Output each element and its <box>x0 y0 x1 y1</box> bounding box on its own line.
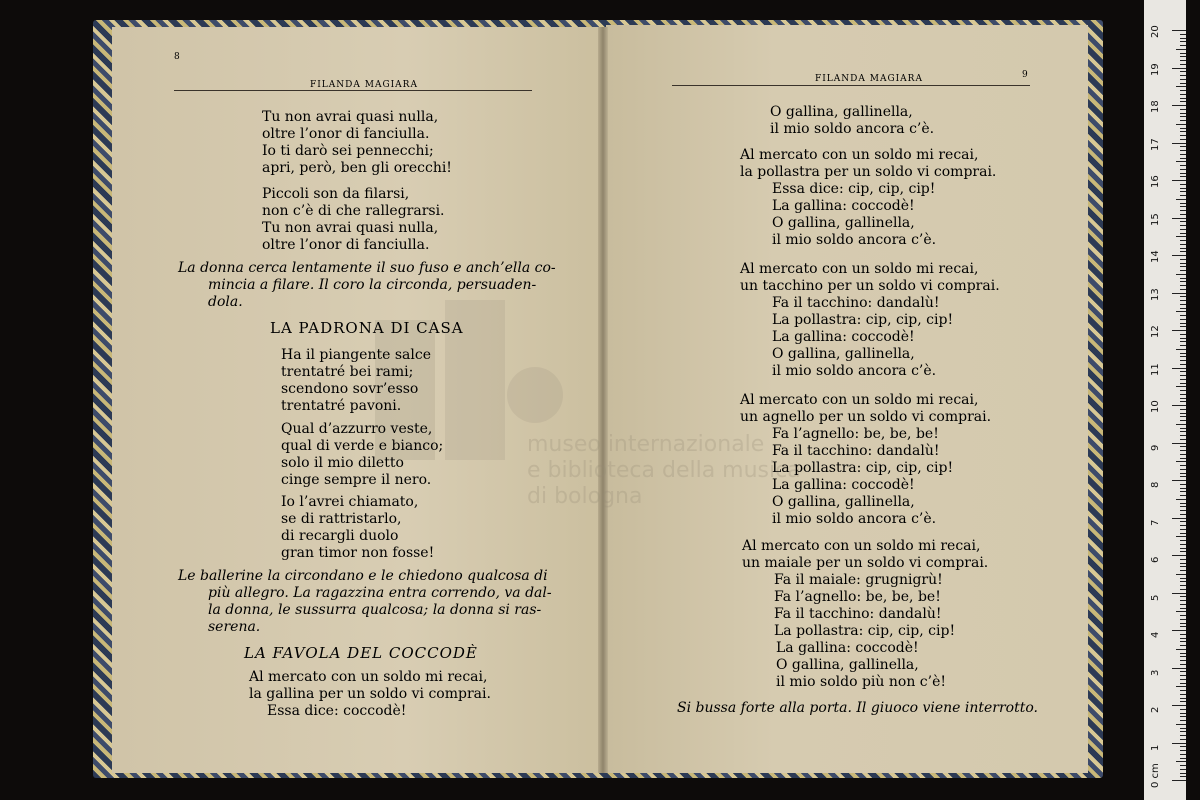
ruler-label: 3 <box>1150 669 1161 676</box>
ruler-label: 20 <box>1150 25 1161 38</box>
ruler-minor-tick <box>1180 596 1186 597</box>
ruler-minor-tick <box>1180 634 1186 635</box>
ruler-minor-tick <box>1180 540 1186 541</box>
ruler-minor-tick <box>1176 311 1186 312</box>
right-verse-line: un tacchino per un soldo vi comprai. <box>740 278 1000 294</box>
ruler-tick <box>1172 743 1186 744</box>
ruler-minor-tick <box>1180 638 1186 639</box>
ruler-minor-tick <box>1180 773 1186 774</box>
right-stage-direction-line: Si bussa forte alla porta. Il giuoco viene interrotto. <box>677 700 1038 716</box>
ruler-minor-tick <box>1180 158 1186 159</box>
ruler-minor-tick <box>1180 94 1186 95</box>
ruler-minor-tick <box>1180 653 1186 654</box>
right-verse-line: O gallina, gallinella, <box>776 657 919 673</box>
right-verse-line: un maiale per un soldo vi comprai. <box>742 555 989 571</box>
ruler-minor-tick <box>1180 514 1186 515</box>
right-verse-line: La pollastra: cip, cip, cip! <box>774 623 956 639</box>
ruler-minor-tick <box>1180 600 1186 601</box>
ruler-label: 16 <box>1150 175 1161 188</box>
ruler-minor-tick <box>1180 120 1186 121</box>
ruler-minor-tick <box>1180 431 1186 432</box>
ruler-label: 10 <box>1150 400 1161 413</box>
ruler-tick <box>1172 255 1186 256</box>
left-stage-direction-line: la donna, le sussurra qualcosa; la donna si ras- <box>208 602 542 618</box>
ruler-label: 0 cm <box>1150 763 1161 788</box>
ruler-minor-tick <box>1180 371 1186 372</box>
ruler-minor-tick <box>1180 750 1186 751</box>
ruler-minor-tick <box>1180 623 1186 624</box>
left-stage-direction-line: più allegro. La ragazzina entra correndo, va dal- <box>208 585 552 601</box>
ruler-minor-tick <box>1180 390 1186 391</box>
ruler-minor-tick <box>1180 559 1186 560</box>
ruler-minor-tick <box>1180 206 1186 207</box>
ruler-minor-tick <box>1180 776 1186 777</box>
ruler-minor-tick <box>1180 244 1186 245</box>
right-verse-line: La gallina: coccodè! <box>772 329 915 345</box>
ruler-minor-tick <box>1176 536 1186 537</box>
right-header-rule <box>672 85 1030 86</box>
ruler-minor-tick <box>1180 304 1186 305</box>
right-verse-line: La gallina: coccodè! <box>776 640 919 656</box>
ruler-minor-tick <box>1180 510 1186 511</box>
ruler-minor-tick <box>1180 641 1186 642</box>
ruler-minor-tick <box>1180 221 1186 222</box>
left-verse-line: trentatré bei rami; <box>281 364 414 380</box>
ruler-minor-tick <box>1180 60 1186 61</box>
ruler-minor-tick <box>1176 386 1186 387</box>
ruler-minor-tick <box>1180 608 1186 609</box>
ruler-minor-tick <box>1180 270 1186 271</box>
ruler-tick <box>1172 480 1186 481</box>
ruler-minor-tick <box>1180 229 1186 230</box>
left-verse-line: Io ti darò sei pennecchi; <box>262 143 434 159</box>
ruler-minor-tick <box>1180 690 1186 691</box>
right-verse-line: Fa il tacchino: dandalù! <box>772 295 940 311</box>
ruler-minor-tick <box>1180 323 1186 324</box>
ruler-minor-tick <box>1180 251 1186 252</box>
left-verse-line: apri, però, ben gli orecchi! <box>262 160 452 176</box>
right-verse-line: il mio soldo ancora c’è. <box>772 232 937 248</box>
left-verse-line: oltre l’onor di fanciulla. <box>262 237 430 253</box>
ruler-minor-tick <box>1180 281 1186 282</box>
ruler-tick <box>1172 593 1186 594</box>
left-verse-line: se di rattristarlo, <box>281 511 402 527</box>
ruler-minor-tick <box>1180 83 1186 84</box>
watermark-text <box>527 432 801 510</box>
ruler-minor-tick <box>1180 469 1186 470</box>
ruler-minor-tick <box>1180 675 1186 676</box>
ruler-minor-tick <box>1176 349 1186 350</box>
ruler-label: 17 <box>1150 137 1161 151</box>
ruler-label: 13 <box>1150 287 1161 301</box>
ruler-minor-tick <box>1180 210 1186 211</box>
ruler-minor-tick <box>1180 435 1186 436</box>
right-verse-line: Fa l’agnello: be, be, be! <box>772 426 939 442</box>
ruler-label: 19 <box>1150 62 1161 76</box>
right-verse-line: il mio soldo ancora c’è. <box>772 511 937 527</box>
left-verse-line: di recargli duolo <box>281 528 399 544</box>
ruler-tick <box>1172 68 1186 69</box>
right-verse-line: il mio soldo più non c’è! <box>776 674 946 690</box>
right-verse-line: Al mercato con un soldo mi recai, <box>740 392 979 408</box>
ruler-minor-tick <box>1180 356 1186 357</box>
ruler-minor-tick <box>1180 195 1186 196</box>
right-page-number: 9 <box>1022 70 1029 80</box>
ruler-minor-tick <box>1180 113 1186 114</box>
ruler-minor-tick <box>1176 724 1186 725</box>
ruler-tick <box>1172 180 1186 181</box>
ruler-minor-tick <box>1176 236 1186 237</box>
ruler-minor-tick <box>1180 225 1186 226</box>
ruler-tick <box>1172 555 1186 556</box>
ruler-minor-tick <box>1180 150 1186 151</box>
right-running-title: FILANDA MAGIARA <box>815 74 923 84</box>
ruler-minor-tick <box>1180 660 1186 661</box>
ruler-minor-tick <box>1180 731 1186 732</box>
ruler-minor-tick <box>1180 484 1186 485</box>
ruler-minor-tick <box>1176 761 1186 762</box>
ruler-minor-tick <box>1180 379 1186 380</box>
ruler-minor-tick <box>1180 604 1186 605</box>
left-stage-direction-line: dola. <box>208 294 243 310</box>
ruler-minor-tick <box>1176 49 1186 50</box>
ruler-minor-tick <box>1176 124 1186 125</box>
ruler-minor-tick <box>1180 338 1186 339</box>
ruler-minor-tick <box>1180 589 1186 590</box>
ruler-minor-tick <box>1180 165 1186 166</box>
right-verse-line: Al mercato con un soldo mi recai, <box>740 147 979 163</box>
ruler-minor-tick <box>1180 544 1186 545</box>
left-verse-line: Io l’avrei chiamato, <box>281 494 419 510</box>
ruler-minor-tick <box>1180 439 1186 440</box>
ruler-minor-tick <box>1180 319 1186 320</box>
ruler-minor-tick <box>1180 56 1186 57</box>
right-verse-line: Fa il tacchino: dandalù! <box>774 606 942 622</box>
ruler-minor-tick <box>1180 683 1186 684</box>
ruler-minor-tick <box>1180 109 1186 110</box>
ruler-label: 15 <box>1150 212 1161 226</box>
ruler-minor-tick <box>1180 315 1186 316</box>
ruler-label: 11 <box>1150 362 1161 376</box>
ruler-tick <box>1172 218 1186 219</box>
ruler-minor-tick <box>1180 341 1186 342</box>
ruler-minor-tick <box>1180 116 1186 117</box>
watermark-line: museo internazionale <box>527 432 765 457</box>
ruler-minor-tick <box>1180 566 1186 567</box>
ruler-minor-tick <box>1180 450 1186 451</box>
ruler-minor-tick <box>1180 413 1186 414</box>
ruler-minor-tick <box>1180 619 1186 620</box>
ruler-minor-tick <box>1180 570 1186 571</box>
ruler-minor-tick <box>1180 465 1186 466</box>
ruler-minor-tick <box>1176 461 1186 462</box>
ruler-minor-tick <box>1180 671 1186 672</box>
ruler-minor-tick <box>1176 199 1186 200</box>
ruler-minor-tick <box>1180 364 1186 365</box>
ruler-minor-tick <box>1180 300 1186 301</box>
ruler-label: 2 <box>1150 706 1161 713</box>
ruler-minor-tick <box>1176 274 1186 275</box>
ruler-minor-tick <box>1180 664 1186 665</box>
ruler-minor-tick <box>1180 739 1186 740</box>
left-running-title: FILANDA MAGIARA <box>310 80 418 90</box>
left-verse-line: Al mercato con un soldo mi recai, <box>249 669 488 685</box>
left-stage-direction-line: Le ballerine la circondano e le chiedono qualcosa di <box>178 568 548 584</box>
ruler-minor-tick <box>1180 720 1186 721</box>
ruler-minor-tick <box>1180 401 1186 402</box>
right-verse-line: Fa il tacchino: dandalù! <box>772 443 940 459</box>
ruler-tick <box>1172 330 1186 331</box>
ruler-minor-tick <box>1180 345 1186 346</box>
right-verse-line: La gallina: coccodè! <box>772 198 915 214</box>
ruler-minor-tick <box>1180 154 1186 155</box>
ruler-minor-tick <box>1180 581 1186 582</box>
ruler-tick <box>1172 143 1186 144</box>
ruler-minor-tick <box>1180 146 1186 147</box>
ruler-minor-tick <box>1180 728 1186 729</box>
right-verse-line: La gallina: coccodè! <box>772 477 915 493</box>
ruler-minor-tick <box>1180 248 1186 249</box>
ruler-minor-tick <box>1180 79 1186 80</box>
ruler-minor-tick <box>1176 686 1186 687</box>
ruler-minor-tick <box>1180 495 1186 496</box>
ruler-minor-tick <box>1180 184 1186 185</box>
ruler-label: 5 <box>1150 594 1161 601</box>
right-verse-line: la pollastra per un soldo vi comprai. <box>740 164 997 180</box>
ruler-minor-tick <box>1180 75 1186 76</box>
right-verse-line: Al mercato con un soldo mi recai, <box>742 538 981 554</box>
left-verse-line: scendono sovr’esso <box>281 381 419 397</box>
left-verse-line: qual di verde e bianco; <box>281 438 444 454</box>
ruler-minor-tick <box>1180 41 1186 42</box>
ruler-minor-tick <box>1176 611 1186 612</box>
watermark-line: di bologna <box>527 484 643 509</box>
ruler-minor-tick <box>1180 263 1186 264</box>
left-stage-direction-line: La donna cerca lentamente il suo fuso e anch’ella co- <box>178 260 556 276</box>
ruler-minor-tick <box>1180 694 1186 695</box>
ruler-minor-tick <box>1180 285 1186 286</box>
ruler-label: 14 <box>1150 250 1161 263</box>
ruler-minor-tick <box>1180 101 1186 102</box>
left-header-rule <box>174 90 532 91</box>
ruler-minor-tick <box>1180 458 1186 459</box>
ruler-minor-tick <box>1180 173 1186 174</box>
ruler-minor-tick <box>1180 551 1186 552</box>
ruler-tick <box>1172 368 1186 369</box>
ruler-minor-tick <box>1180 334 1186 335</box>
ruler-minor-tick <box>1180 98 1186 99</box>
ruler-minor-tick <box>1180 503 1186 504</box>
left-verse-line: oltre l’onor di fanciulla. <box>262 126 430 142</box>
ruler-minor-tick <box>1176 649 1186 650</box>
ruler-minor-tick <box>1180 533 1186 534</box>
left-verse-line: solo il mio diletto <box>281 455 404 471</box>
ruler-minor-tick <box>1180 454 1186 455</box>
ruler-tick <box>1172 443 1186 444</box>
ruler-minor-tick <box>1180 278 1186 279</box>
ruler-minor-tick <box>1176 86 1186 87</box>
ruler-tick <box>1172 405 1186 406</box>
ruler-minor-tick <box>1180 375 1186 376</box>
left-verse-line: trentatré pavoni. <box>281 398 402 414</box>
left-verse-line: Tu non avrai quasi nulla, <box>262 220 439 236</box>
left-verse-line: cinge sempre il nero. <box>281 472 432 488</box>
left-verse-line: la gallina per un soldo vi comprai. <box>249 686 491 702</box>
ruler-label: 9 <box>1150 444 1161 451</box>
right-verse-line: Al mercato con un soldo mi recai, <box>740 261 979 277</box>
ruler-minor-tick <box>1180 713 1186 714</box>
ruler-minor-tick <box>1180 698 1186 699</box>
ruler-minor-tick <box>1180 420 1186 421</box>
ruler-minor-tick <box>1180 563 1186 564</box>
ruler-minor-tick <box>1180 383 1186 384</box>
ruler-minor-tick <box>1180 326 1186 327</box>
left-section-heading: LA PADRONA DI CASA <box>270 319 464 337</box>
ruler-minor-tick <box>1180 491 1186 492</box>
ruler-minor-tick <box>1180 428 1186 429</box>
right-verse-line: La pollastra: cip, cip, cip! <box>772 460 954 476</box>
right-verse-line: O gallina, gallinella, <box>772 215 915 231</box>
measurement-ruler <box>1144 0 1186 800</box>
ruler-tick <box>1172 30 1186 31</box>
ruler-minor-tick <box>1176 574 1186 575</box>
ruler-minor-tick <box>1180 473 1186 474</box>
ruler-minor-tick <box>1180 233 1186 234</box>
left-stage-direction-line: serena. <box>208 619 261 635</box>
right-verse-line: La pollastra: cip, cip, cip! <box>772 312 954 328</box>
ruler-minor-tick <box>1180 394 1186 395</box>
ruler-minor-tick <box>1180 34 1186 35</box>
ruler-minor-tick <box>1180 548 1186 549</box>
ruler-minor-tick <box>1180 529 1186 530</box>
ruler-minor-tick <box>1180 716 1186 717</box>
ruler-minor-tick <box>1180 701 1186 702</box>
ruler-minor-tick <box>1180 416 1186 417</box>
left-verse-line: Ha il piangente salce <box>281 347 431 363</box>
ruler-minor-tick <box>1180 289 1186 290</box>
right-verse-line: O gallina, gallinella, <box>772 346 915 362</box>
ruler-minor-tick <box>1180 64 1186 65</box>
ruler-label: 8 <box>1150 481 1161 488</box>
ruler-minor-tick <box>1180 169 1186 170</box>
ruler-label: 12 <box>1150 325 1161 338</box>
ruler-minor-tick <box>1180 203 1186 204</box>
ruler-minor-tick <box>1180 656 1186 657</box>
right-verse-line: Essa dice: cip, cip, cip! <box>772 181 936 197</box>
ruler-minor-tick <box>1180 90 1186 91</box>
ruler-minor-tick <box>1180 176 1186 177</box>
watermark-line: e biblioteca della musica <box>527 458 801 483</box>
ruler-minor-tick <box>1180 45 1186 46</box>
ruler-minor-tick <box>1180 131 1186 132</box>
right-verse-line: il mio soldo ancora c’è. <box>770 121 935 137</box>
ruler-minor-tick <box>1180 626 1186 627</box>
ruler-minor-tick <box>1180 398 1186 399</box>
left-verse-line: Essa dice: coccodè! <box>267 703 407 719</box>
ruler-minor-tick <box>1180 645 1186 646</box>
ruler-tick <box>1172 780 1186 781</box>
ruler-minor-tick <box>1180 360 1186 361</box>
ruler-minor-tick <box>1180 53 1186 54</box>
ruler-minor-tick <box>1180 409 1186 410</box>
ruler-minor-tick <box>1180 746 1186 747</box>
ruler-minor-tick <box>1180 754 1186 755</box>
ruler-minor-tick <box>1180 709 1186 710</box>
right-verse-line: O gallina, gallinella, <box>772 494 915 510</box>
ruler-minor-tick <box>1176 499 1186 500</box>
book-gutter <box>598 27 608 773</box>
ruler-minor-tick <box>1176 161 1186 162</box>
ruler-tick <box>1172 293 1186 294</box>
ruler-minor-tick <box>1180 525 1186 526</box>
ruler-tick <box>1172 518 1186 519</box>
ruler-minor-tick <box>1180 735 1186 736</box>
ruler-label: 4 <box>1150 631 1161 638</box>
ruler-minor-tick <box>1180 446 1186 447</box>
ruler-minor-tick <box>1180 769 1186 770</box>
ruler-tick <box>1172 105 1186 106</box>
right-verse-line: Fa l’agnello: be, be, be! <box>774 589 941 605</box>
right-verse-line: un agnello per un soldo vi comprai. <box>740 409 992 425</box>
ruler-minor-tick <box>1180 353 1186 354</box>
right-verse-line: O gallina, gallinella, <box>770 104 913 120</box>
left-verse-line: Qual d’azzurro veste, <box>281 421 433 437</box>
left-section-heading: LA FAVOLA DEL COCCODÈ <box>244 644 478 662</box>
ruler-minor-tick <box>1180 521 1186 522</box>
ruler-minor-tick <box>1180 38 1186 39</box>
ruler-minor-tick <box>1180 615 1186 616</box>
ruler-tick <box>1172 630 1186 631</box>
right-verse-line: il mio soldo ancora c’è. <box>772 363 937 379</box>
ruler-minor-tick <box>1180 188 1186 189</box>
ruler-minor-tick <box>1180 259 1186 260</box>
ruler-minor-tick <box>1176 424 1186 425</box>
left-verse-line: non c’è di che rallegrarsi. <box>262 203 445 219</box>
ruler-label: 18 <box>1150 100 1161 113</box>
ruler-label: 1 <box>1150 744 1161 751</box>
ruler-minor-tick <box>1180 765 1186 766</box>
ruler-minor-tick <box>1180 214 1186 215</box>
ruler-minor-tick <box>1180 296 1186 297</box>
ruler-minor-tick <box>1180 240 1186 241</box>
ruler-minor-tick <box>1180 578 1186 579</box>
ruler-minor-tick <box>1180 266 1186 267</box>
ruler-minor-tick <box>1180 191 1186 192</box>
ruler-label: 7 <box>1150 519 1161 526</box>
ruler-minor-tick <box>1180 139 1186 140</box>
ruler-minor-tick <box>1180 476 1186 477</box>
left-page-number: 8 <box>174 52 181 62</box>
ruler-minor-tick <box>1180 758 1186 759</box>
ruler-minor-tick <box>1180 679 1186 680</box>
ruler-minor-tick <box>1180 71 1186 72</box>
left-verse-line: Tu non avrai quasi nulla, <box>262 109 439 125</box>
ruler-minor-tick <box>1180 128 1186 129</box>
left-verse-line: gran timor non fosse! <box>281 545 435 561</box>
ruler-tick <box>1172 705 1186 706</box>
right-verse-line: Fa il maiale: grugnigrù! <box>774 572 943 588</box>
ruler-minor-tick <box>1180 135 1186 136</box>
left-verse-line: Piccoli son da filarsi, <box>262 186 410 202</box>
ruler-label: 6 <box>1150 556 1161 563</box>
ruler-minor-tick <box>1180 488 1186 489</box>
left-stage-direction-line: mincia a filare. Il coro la circonda, persuaden- <box>208 277 537 293</box>
ruler-minor-tick <box>1180 506 1186 507</box>
ruler-tick <box>1172 668 1186 669</box>
ruler-minor-tick <box>1180 585 1186 586</box>
ruler-minor-tick <box>1180 308 1186 309</box>
